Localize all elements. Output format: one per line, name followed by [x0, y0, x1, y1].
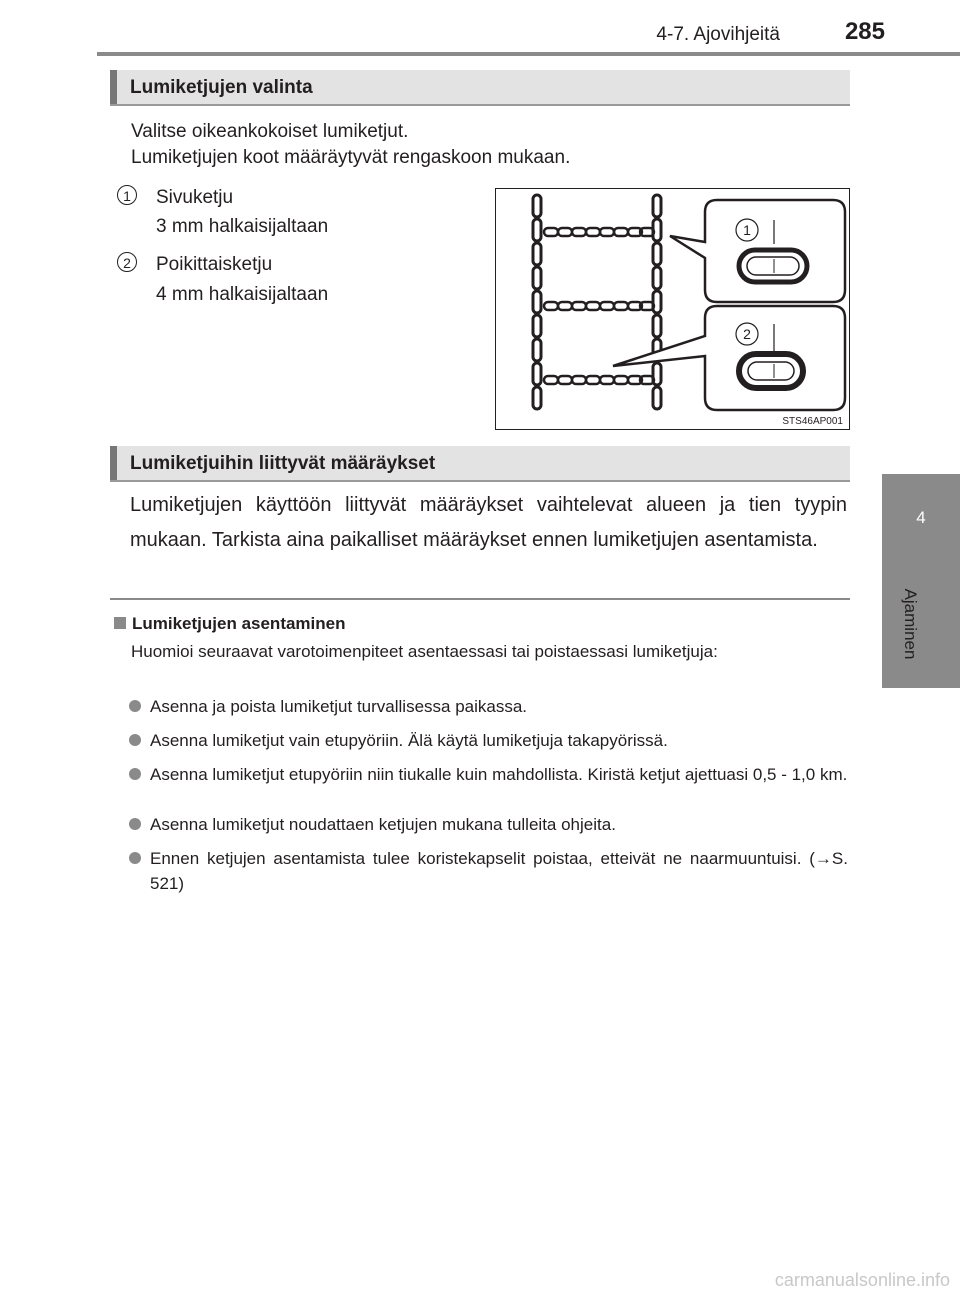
- bullet-dot-icon: [129, 818, 141, 830]
- bullet-dot-icon: [129, 768, 141, 780]
- list-item-text: Asenna lumiketjut noudattaen ketjujen mukana tulleita ohjeita.: [150, 815, 616, 834]
- item-detail-2: 4 mm halkaisijaltaan: [156, 284, 329, 305]
- list-item-text: Ennen ketjujen asentamista tulee koristekapselit poistaa, etteivät ne naarmuuntuisi. (→S. 521): [150, 849, 848, 893]
- callout-label-2: 2: [743, 326, 751, 342]
- item-detail-1: 3 mm halkaisijaltaan: [156, 216, 329, 237]
- item-number-badge-2: 2: [117, 252, 137, 272]
- list-item-text: Asenna ja poista lumiketjut turvallisessa paikassa.: [150, 697, 528, 716]
- subsection-heading-text: Lumiketjujen asentaminen: [132, 614, 346, 633]
- installing-intro: Huomioi seuraavat varotoimenpiteet asentaessasi tai poistaessasi lumiketjuja:: [131, 642, 718, 661]
- chapter-number: 4: [916, 508, 926, 527]
- section-heading-bar: [110, 446, 117, 480]
- section-heading-regulations: [110, 446, 850, 482]
- square-bullet-icon: [114, 617, 126, 629]
- snow-chain-figure: [495, 188, 850, 430]
- section-divider: [110, 598, 850, 600]
- figure-code: STS46AP001: [782, 416, 843, 427]
- list-item-text: Asenna lumiketjut etupyöriin niin tiukalle kuin mahdollista. Kiristä ketjut ajettuasi 0,5 - 1,0 km.: [150, 765, 848, 784]
- bullet-dot-icon: [129, 734, 141, 746]
- bullet-dot-icon: [129, 852, 141, 864]
- section-heading-selection: [110, 70, 850, 106]
- callout-label-1: 1: [743, 222, 751, 238]
- bullet-dot-icon: [129, 700, 141, 712]
- section-heading-bar: [110, 70, 117, 104]
- section-heading-title: Lumiketjujen valinta: [130, 77, 313, 98]
- site-watermark: carmanualsonline.info: [774, 1270, 950, 1290]
- chapter-label: Ajaminen: [901, 588, 920, 660]
- intro-line-2: Lumiketjujen koot määräytyvät rengaskoon mukaan.: [131, 147, 571, 168]
- page-number: 285: [844, 18, 885, 45]
- header-section-title: 4-7. Ajovihjeitä: [656, 24, 780, 45]
- item-name-2: Poikittaisketju: [156, 254, 273, 275]
- list-item-text: Asenna lumiketjut vain etupyöriin. Älä käytä lumiketjuja takapyörissä.: [150, 731, 668, 750]
- item-name-1: Sivuketju: [156, 187, 234, 208]
- subsection-heading: [114, 614, 346, 634]
- header-rule: [97, 52, 960, 56]
- intro-line-1: Valitse oikeankokoiset lumiketjut.: [131, 121, 409, 142]
- section-heading-title: Lumiketjuihin liittyvät määräykset: [130, 453, 436, 474]
- item-number-badge-1: 1: [117, 185, 137, 205]
- regulations-paragraph: Lumiketjujen käyttöön liittyvät määräykset vaihtelevat alueen ja tien tyypin mukaan. Tarkista aina paikalliset määräykset ennen lumiketjujen asentamista.: [130, 494, 847, 551]
